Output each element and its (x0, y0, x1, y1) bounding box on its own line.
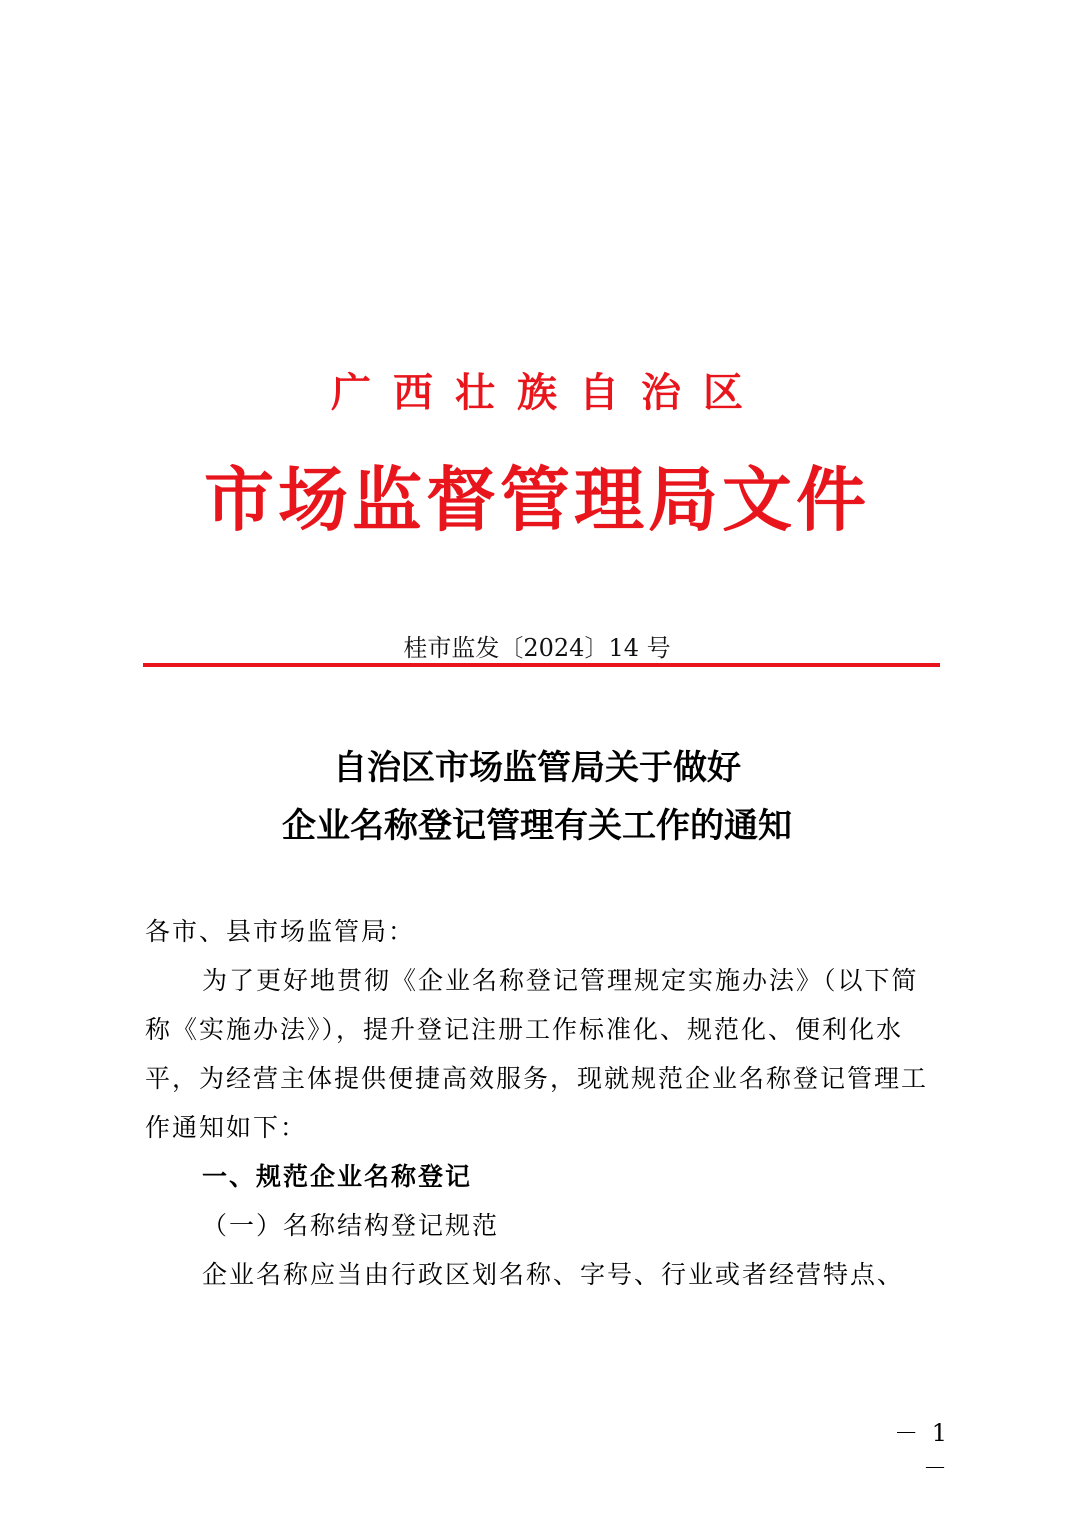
issuing-region: 广西壮族自治区 (331, 369, 765, 416)
document-number: 桂市监发〔2024〕14 号 (403, 634, 671, 662)
document-title-line-2: 企业名称登记管理有关工作的通知 (282, 806, 792, 846)
issuing-authority-title: 市场监督管理局文件 (204, 458, 870, 541)
page-number: － 1 － (894, 1419, 950, 1482)
document-title-line-1: 自治区市场监管局关于做好 (333, 748, 741, 788)
salutation: 各市、县市场监管局： (145, 917, 416, 946)
intro-paragraph: 为了更好地贯彻《企业名称登记管理规定实施办法》（以下简称《实施办法》），提升登记注册工作标准化、规范化、便利化水平，为经营主体提供便捷高效服务，现就规范企业名称登记管理工作通知如下： (145, 966, 929, 1142)
subsection-heading-1: （一）名称结构登记规范 (202, 1211, 500, 1240)
body-paragraph-1: 企业名称应当由行政区划名称、字号、行业或者经营特点、 (202, 1260, 905, 1289)
section-heading-1: 一、规范企业名称登记 (202, 1162, 473, 1191)
red-separator-line (143, 663, 940, 667)
document-body (145, 907, 940, 1299)
